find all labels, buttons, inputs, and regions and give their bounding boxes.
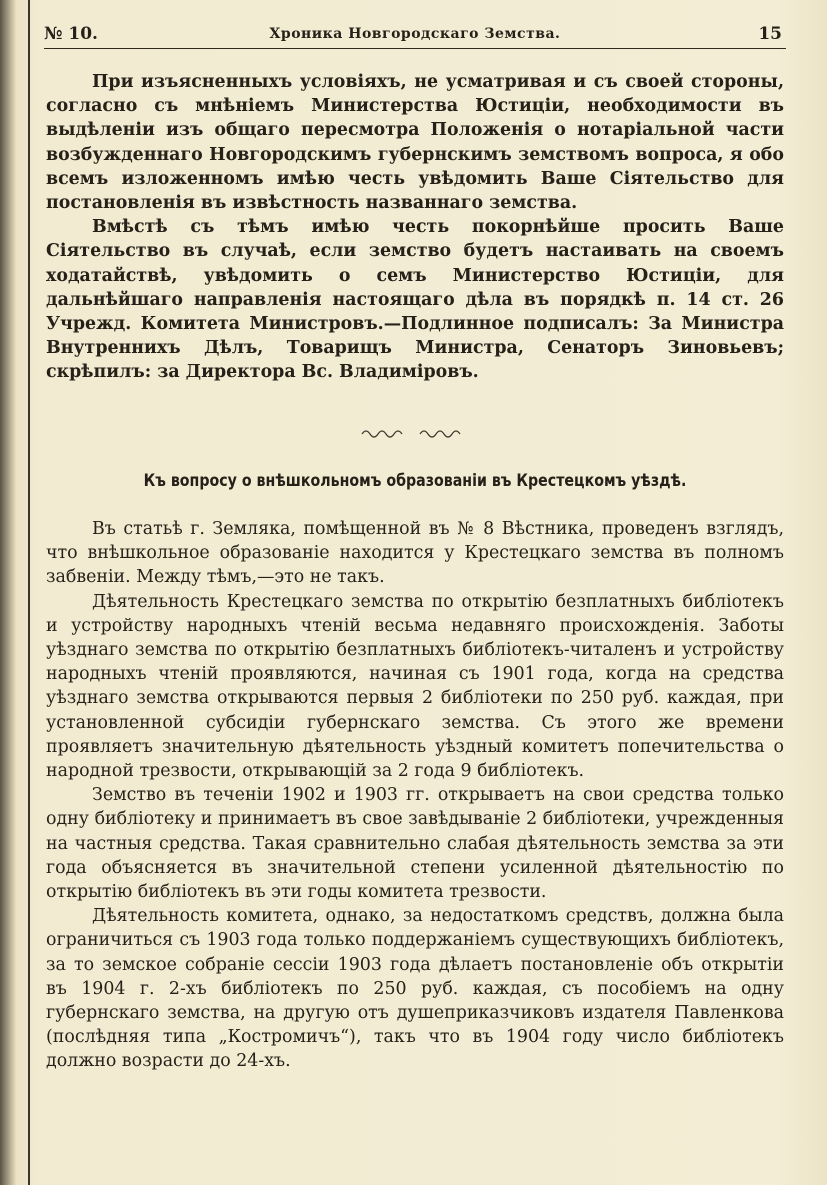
section-divider-ornament [360,426,470,438]
running-header [44,22,786,49]
letter-text [46,70,784,385]
margin-rule [28,0,30,1185]
paragraph: При изъясненныхъ условіяхъ, не усматривая и съ своей стороны, согласно съ мнѣніемъ Министерства Юстиціи, необходимости въ выдѣленіи изъ общаго пересмотра Положенія о нотаріальной части возбужденнаго Новгородскимъ губернскимъ земствомъ вопроса, я обо всемъ изложенномъ имѣю честь увѣдомить Ваше Сіятельство для постановленія въ извѣстность названнаго земства. [46,72,784,214]
section-title: Къ вопросу о внѣшкольномъ образованіи въ Крестецкомъ уѣздѣ. [143,471,687,490]
journal-title: Хроника Новгородскаго Земства. [269,26,561,42]
article-text [46,517,784,1074]
paragraph: Земство въ теченіи 1902 и 1903 гг. открываетъ на свои средства только одну библіотеку и принимаетъ въ свое завѣдываніе 2 библіотеки, учрежденныя на частныя средства. Такая сравнительно слабая дѣятельность земства за эти года объясняется въ значительной степени усиленной дѣятельностію по открытію библіотекъ въ эти годы комитета трезвости. [46,785,784,903]
paragraph: Въ статьѣ г. Земляка, помѣщенной въ № 8 Вѣстника, проведенъ взглядъ, что внѣшкольное образованіе находится у Крестецкаго земства въ полномъ забвеніи. Между тѣмъ,—это не такъ. [46,519,784,588]
book-spine-shadow [0,0,16,1185]
paragraph: Дѣятельность комитета, однако, за недостаткомъ средствъ, должна была ограничиться съ 1903 года только поддержаніемъ существующихъ библіотекъ, за то земское собраніе сессіи 1903 года дѣлаетъ постановленіе объ открытіи въ 1904 г. 2-хъ библіотекъ по 250 руб. каждая, съ пособіемъ на одну губернскаго земства, на другую отъ душеприказчиковъ издателя Павленкова (послѣдняя типа „Костромичъ“), такъ что въ 1904 году число библіотекъ должно возрасти до 24-хъ. [46,906,784,1072]
issue-number: № 10. [44,24,98,44]
paragraph: Дѣятельность Крестецкаго земства по открытію безплатныхъ библіотекъ и устройству народныхъ чтеній весьма недавняго происхожденія. Заботы уѣзднаго земства по открытію безплатныхъ библіотекъ-читаленъ и устройству народныхъ чтеній проявляются, начиная съ 1901 года, когда на средства уѣзднаго земства открываются первыя 2 библіотеки по 250 руб. каждая, при установленной субсидіи губернскаго земства. Съ этого же времени проявляетъ значительную дѣятельность уѣздный комитетъ попечительства о народной трезвости, открывающій за 2 года 9 библіотекъ. [46,591,784,782]
page-number: 15 [758,24,782,44]
paragraph: Вмѣстѣ съ тѣмъ имѣю честь покорнѣйше просить Ваше Сіятельство въ случаѣ, если земство будетъ настаивать на своемъ ходатайствѣ, увѣдомить о семъ Министерство Юстиціи, для дальнѣйшаго направленія настоящаго дѣла въ порядкѣ п. 14 ст. 26 Учрежд. Комитета Министровъ.—Подлинное подписалъ: За Министра Внутреннихъ Дѣлъ, Товарищъ Министра, Сенаторъ Зиновьевъ; скрѣпилъ: за Директора Вс. Владиміровъ. [46,217,784,383]
